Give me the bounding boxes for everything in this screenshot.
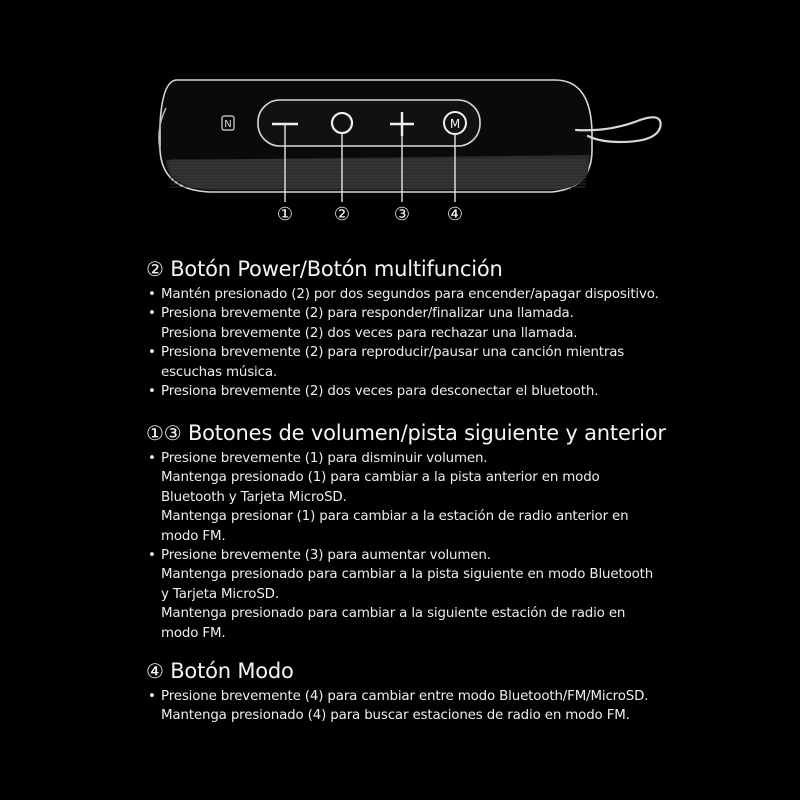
- nfc-label: N: [224, 119, 232, 130]
- instruction-list: [146, 285, 786, 401]
- instruction-line: y Tarjeta MicroSD.: [161, 586, 279, 602]
- volume-buttons-section: [146, 419, 786, 643]
- instruction-line: • Presiona brevemente (2) para reproducir/pausar una canción mientras: [161, 345, 625, 361]
- instruction-item: [146, 546, 786, 643]
- callout-2: ②: [333, 204, 351, 225]
- instruction-line: Bluetooth y Tarjeta MicroSD.: [161, 489, 347, 505]
- instruction-item: [146, 343, 786, 382]
- speaker-diagram: [0, 0, 800, 240]
- callout-3: ③: [393, 204, 411, 225]
- instruction-line: Mantenga presionado (4) para buscar estaciones de radio en modo FM.: [161, 708, 630, 724]
- power-button-section: [146, 255, 786, 401]
- instruction-line: • Mantén presionado (2) por dos segundos para encender/apagar dispositivo.: [161, 287, 659, 302]
- instruction-line: • Presione brevemente (1) para disminuir volumen.: [161, 451, 488, 466]
- section-title: Botón Power/Botón multifunción: [170, 257, 503, 281]
- instruction-line: Mantenga presionado para cambiar a la pista siguiente en modo Bluetooth: [161, 567, 654, 583]
- mode-button-section: [146, 657, 786, 726]
- speaker-grille: [166, 155, 590, 190]
- section-heading: [146, 255, 786, 283]
- instruction-list: [146, 449, 786, 643]
- instruction-line: • Presione brevemente (4) para cambiar entre modo Bluetooth/FM/MicroSD.: [161, 689, 649, 704]
- instruction-line: modo FM.: [161, 625, 226, 641]
- instruction-item: [146, 285, 786, 304]
- instruction-line: modo FM.: [161, 528, 226, 544]
- section-title: Botón Modo: [170, 659, 294, 683]
- instruction-item: [146, 687, 786, 726]
- instruction-line: Presiona brevemente (2) dos veces para rechazar una llamada.: [161, 325, 578, 341]
- instruction-item: [146, 449, 786, 546]
- instruction-line: • Presiona brevemente (2) dos veces para desconectar el bluetooth.: [161, 384, 599, 400]
- instruction-line: Mantenga presionar (1) para cambiar a la estación de radio anterior en: [161, 509, 629, 525]
- instruction-list: [146, 687, 786, 726]
- instruction-line: Mantenga presionado (1) para cambiar a la pista anterior en modo: [161, 470, 600, 486]
- callout-1: ①: [276, 204, 294, 225]
- section-title: Botones de volumen/pista siguiente y anterior: [187, 421, 666, 445]
- instruction-item: [146, 382, 786, 401]
- instruction-line: • Presiona brevemente (2) para responder/finalizar una llamada.: [161, 306, 574, 322]
- section-number: ②: [146, 257, 164, 281]
- instruction-line: escuchas música.: [161, 364, 278, 380]
- section-heading: [146, 657, 786, 685]
- section-number: ①③: [146, 421, 182, 445]
- callout-4: ④: [446, 204, 464, 225]
- mode-button-label: M: [449, 117, 461, 131]
- instruction-line: • Presione brevemente (3) para aumentar volumen.: [161, 548, 491, 564]
- instruction-item: [146, 304, 786, 343]
- instruction-line: Mantenga presionado para cambiar a la siguiente estación de radio en: [161, 606, 626, 622]
- section-number: ④: [146, 659, 164, 683]
- section-heading: [146, 419, 786, 447]
